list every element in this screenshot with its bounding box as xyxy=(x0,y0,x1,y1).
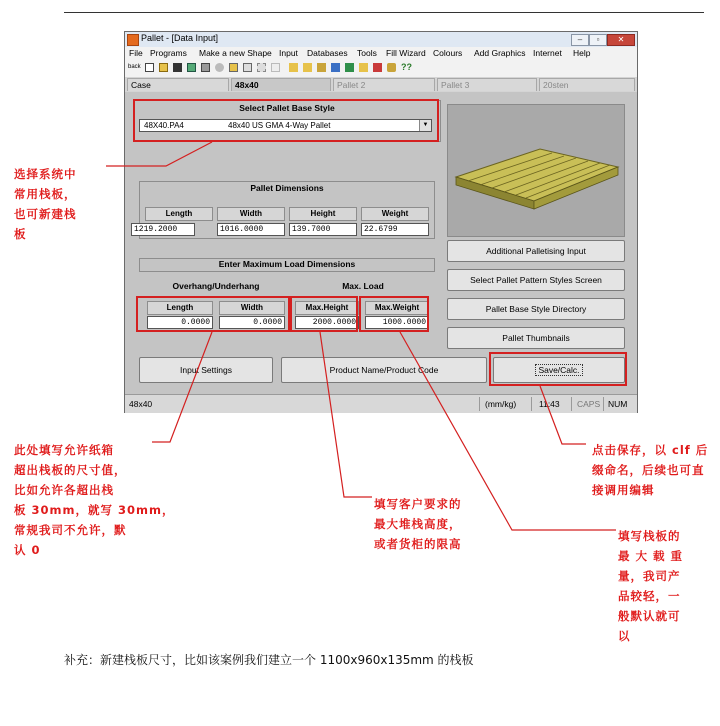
dropdown-arrow-icon[interactable]: ▼ xyxy=(419,120,431,131)
annotation-max-weight: 填写栈板的 最 大 载 重 量，我司产 品较轻，一 般默认就可 以 xyxy=(618,529,684,643)
base-style-title: Select Pallet Base Style xyxy=(239,103,335,113)
max-height-label: Max.Height xyxy=(295,301,359,315)
dim-width-field[interactable]: 1016.0000 xyxy=(217,223,285,236)
window-title: Pallet - [Data Input] xyxy=(141,33,219,43)
additional-palletising-button[interactable]: Additional Palletising Input xyxy=(447,240,625,262)
dim-height-label: Height xyxy=(289,207,357,221)
pallet-thumbnails-button[interactable]: Pallet Thumbnails xyxy=(447,327,625,349)
tab-pallet-2[interactable]: Pallet 2 xyxy=(333,78,435,91)
dim-length-label: Length xyxy=(145,207,213,221)
tab-20sten[interactable]: 20sten xyxy=(539,78,635,91)
pattern-styles-button[interactable]: Select Pallet Pattern Styles Screen xyxy=(447,269,625,291)
maximize-button[interactable]: ▫ xyxy=(589,34,607,46)
overhang-length-label: Length xyxy=(147,301,213,315)
status-time: 11:43 xyxy=(539,399,560,409)
overhang-width-label: Width xyxy=(219,301,285,315)
menu-colours[interactable]: Colours xyxy=(433,48,463,58)
tab-48x40[interactable]: 48x40 xyxy=(231,78,331,91)
max-load-subtitle: Max. Load xyxy=(342,281,384,291)
footer-note: 补充：新建栈板尺寸，比如该案例我们建立一个 1100x960x135mm 的栈板 xyxy=(64,653,474,667)
pallet-dimensions-title: Pallet Dimensions xyxy=(250,183,324,193)
status-pallet: 48x40 xyxy=(129,399,153,409)
tab-pallet-3[interactable]: Pallet 3 xyxy=(437,78,537,91)
dim-weight-field[interactable]: 22.6799 xyxy=(361,223,429,236)
annotation-save: 点击保存，以 clf 后 缀命名，后续也可直 接调用编辑 xyxy=(592,443,709,497)
input-settings-button[interactable]: Input Settings xyxy=(139,357,273,383)
max-weight-field[interactable]: 1000.0000 xyxy=(365,316,429,329)
status-caps: CAPS xyxy=(577,399,601,409)
overhang-title: Overhang/Underhang xyxy=(172,281,260,291)
tab-case[interactable]: Case xyxy=(127,78,229,91)
menu-add-graphics[interactable]: Add Graphics xyxy=(474,48,526,58)
product-name-button[interactable]: Product Name/Product Code xyxy=(281,357,487,383)
menu-databases[interactable]: Databases xyxy=(307,48,348,58)
save-calc-label: Save/Calc. xyxy=(535,364,582,376)
dim-length-field[interactable]: 1219.2000 xyxy=(131,223,195,236)
menu-programs[interactable]: Programs xyxy=(150,48,187,58)
close-button[interactable]: ✕ xyxy=(607,34,635,46)
menu-help[interactable]: Help xyxy=(573,48,591,58)
overhang-width-field[interactable]: 0.0000 xyxy=(219,316,285,329)
minimize-button[interactable]: – xyxy=(571,34,589,46)
dim-weight-label: Weight xyxy=(361,207,429,221)
menu-file[interactable]: File xyxy=(129,48,143,58)
status-num: NUM xyxy=(608,399,628,409)
help-icon[interactable]: ?? xyxy=(401,62,412,72)
dim-height-field[interactable]: 139.7000 xyxy=(289,223,357,236)
max-height-field[interactable]: 2000.0000 xyxy=(295,316,359,329)
annotation-base-style: 选择系统中 常用栈板， 也可新建栈 板 xyxy=(14,167,77,241)
menu-internet[interactable]: Internet xyxy=(533,48,562,58)
menu-make-shape[interactable]: Make a new Shape xyxy=(199,48,272,58)
back-button[interactable]: back xyxy=(128,64,141,70)
max-load-title: Enter Maximum Load Dimensions xyxy=(218,259,356,269)
overhang-length-field[interactable]: 0.0000 xyxy=(147,316,213,329)
menu-input[interactable]: Input xyxy=(279,48,298,58)
menu-fill-wizard[interactable]: Fill Wizard xyxy=(386,48,426,58)
menu-tools[interactable]: Tools xyxy=(357,48,377,58)
annotation-max-height: 填写客户要求的 最大堆栈高度， 或者货柜的限高 xyxy=(374,497,462,551)
max-weight-label: Max.Weight xyxy=(365,301,429,315)
base-style-description: 48x40 US GMA 4-Way Pallet xyxy=(228,121,331,130)
dim-width-label: Width xyxy=(217,207,285,221)
annotation-overhang: 此处填写允许纸箱 超出栈板的尺寸值， 比如允许各超出栈 板 30mm，就写 30mm， 常规我司不允许，默 认 0 xyxy=(14,443,175,557)
base-style-code: 48X40.PA4 xyxy=(144,121,184,130)
status-units: (mm/kg) xyxy=(485,399,517,409)
base-style-directory-button[interactable]: Pallet Base Style Directory xyxy=(447,298,625,320)
